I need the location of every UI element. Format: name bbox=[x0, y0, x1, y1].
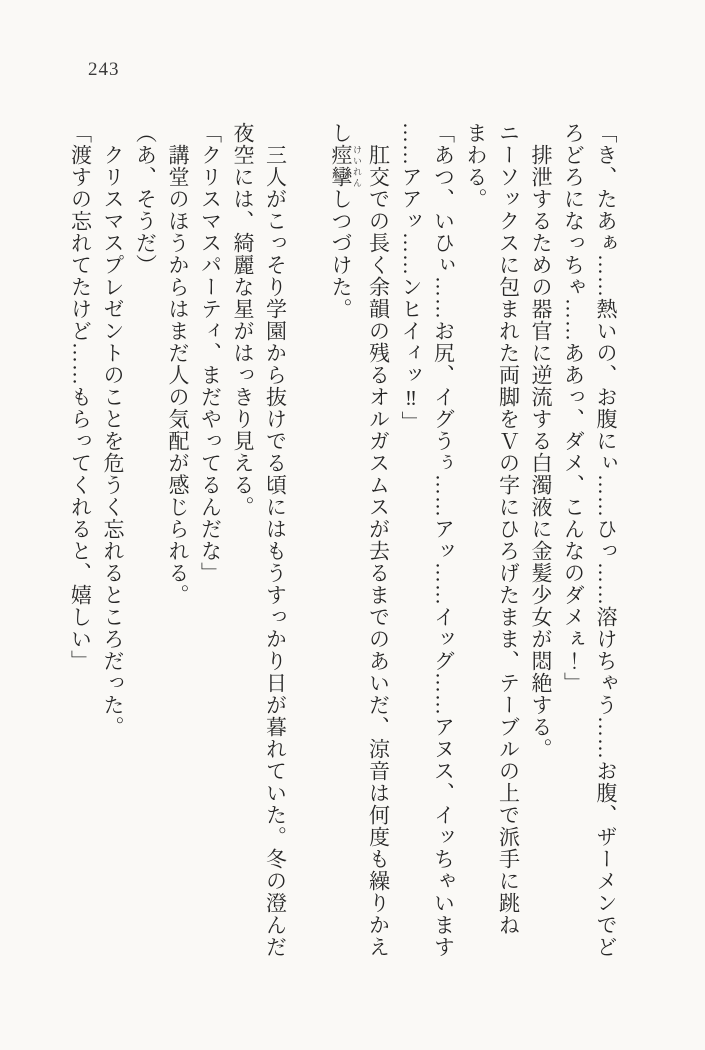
paragraph-break bbox=[292, 122, 325, 967]
text-line: 三人がこっそり学園から抜けでる頃にはもうすっかり日が暮れていた。冬の澄んだ bbox=[263, 122, 288, 958]
text-line: まわる。 bbox=[464, 122, 488, 210]
text-line: 「あつ、いひぃ……お尻、イグうぅ……アッ……イッグ……アヌス、イッちゃいます bbox=[431, 122, 456, 958]
text-line: 肛交での長く余韻の残るオルガスムスが去るまでのあいだ、涼音は何度も繰りかえ bbox=[366, 122, 391, 958]
text-line: 講堂のほうからはまだ人の気配が感じられる。 bbox=[166, 122, 190, 606]
text-line-furigana bbox=[325, 122, 363, 967]
furigana-word bbox=[329, 144, 362, 188]
text-segment: し bbox=[329, 122, 353, 144]
text-line: 「き、たあぁ……熱いの、お腹にぃ……ひっ……溶けちゃう……お腹、ザーメンでど bbox=[594, 122, 618, 958]
text-segment: しつづけた。 bbox=[329, 188, 353, 320]
text-line: ろどろになっちゃ……ああっ、ダメ、こんなのダメぇ！」 bbox=[561, 122, 586, 694]
text-line: ニーソックスに包まれた両脚をＶの字にひろげたまま、テーブルの上で派手に跳ね bbox=[496, 122, 521, 936]
page-number: 243 bbox=[88, 59, 120, 80]
text-line: 「クリスマスパーティ、まだやってるんだな」 bbox=[198, 122, 223, 584]
text-line: 夜空には、綺麗な星がはっきり見える。 bbox=[231, 122, 255, 518]
text-line: クリスマスプレゼントのことを危うく忘れるところだった。 bbox=[101, 122, 125, 738]
text-line: 「渡すの忘れてたけど……もらってくれると、嬉しい」 bbox=[68, 122, 93, 672]
furigana-reading: けいれん bbox=[352, 144, 362, 188]
text-line: （あ、そうだ） bbox=[133, 122, 158, 276]
text-line: 排泄するための器官に逆流する白濁液に金髪少女が悶絶する。 bbox=[529, 122, 553, 760]
text-line: ……アアッ……ンヒイィッ‼」 bbox=[399, 122, 423, 433]
furigana-base: 痙攣 bbox=[329, 144, 353, 188]
body-text bbox=[64, 122, 622, 967]
